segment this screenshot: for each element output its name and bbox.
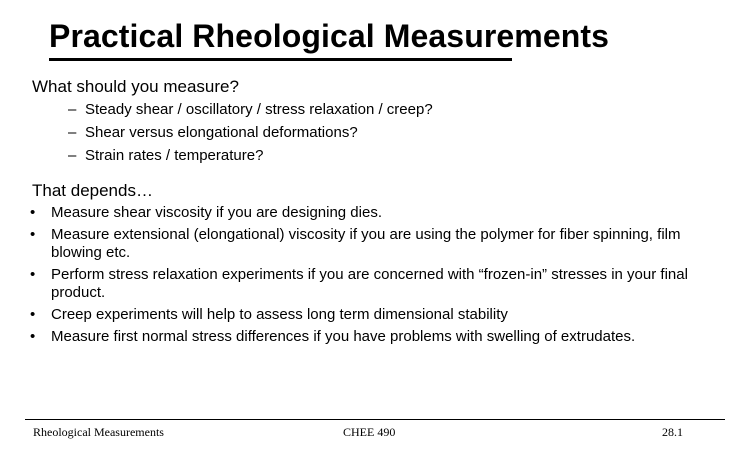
depends-heading: That depends… xyxy=(32,181,153,200)
sub-question-item xyxy=(68,99,433,122)
recommendation-text: Measure first normal stress differences if you have problems with swelling of extrudates. xyxy=(51,328,636,345)
recommendation-text: Perform stress relaxation experiments if you are concerned with “frozen-in” stresses in your final product. xyxy=(51,266,688,301)
sub-question-text: Strain rates / temperature? xyxy=(85,147,264,164)
title-underline xyxy=(49,58,512,61)
footer-course-code: CHEE 490 xyxy=(343,425,396,439)
footer-divider xyxy=(25,419,725,420)
recommendation-item xyxy=(30,306,710,324)
sub-question-text: Steady shear / oscillatory / stress relaxation / creep? xyxy=(85,101,433,118)
recommendation-text: Measure shear viscosity if you are designing dies. xyxy=(51,204,382,221)
dash-marker: – xyxy=(68,124,77,141)
slide-title: Practical Rheological Measurements xyxy=(49,18,610,54)
recommendation-item xyxy=(30,204,710,222)
dash-marker: – xyxy=(68,147,77,164)
sub-question-item xyxy=(68,145,433,168)
recommendation-item xyxy=(30,266,710,302)
question-heading: What should you measure? xyxy=(32,77,239,96)
dash-marker: – xyxy=(68,101,77,118)
recommendation-item xyxy=(30,226,710,262)
bullet-marker: • xyxy=(30,328,36,345)
sub-question-item xyxy=(68,122,433,145)
bullet-marker: • xyxy=(30,306,36,323)
bullet-marker: • xyxy=(30,266,36,283)
recommendation-list xyxy=(30,204,710,350)
recommendation-text: Measure extensional (elongational) viscosity if you are using the polymer for fiber spinning, film blowing etc. xyxy=(51,226,681,261)
sub-question-list xyxy=(68,99,433,168)
footer-course-topic: Rheological Measurements xyxy=(33,425,164,439)
bullet-marker: • xyxy=(30,204,36,221)
recommendation-text: Creep experiments will help to assess long term dimensional stability xyxy=(51,306,508,323)
recommendation-item xyxy=(30,328,710,346)
bullet-marker: • xyxy=(30,226,36,243)
footer-slide-number: 28.1 xyxy=(662,425,683,439)
sub-question-text: Shear versus elongational deformations? xyxy=(85,124,358,141)
